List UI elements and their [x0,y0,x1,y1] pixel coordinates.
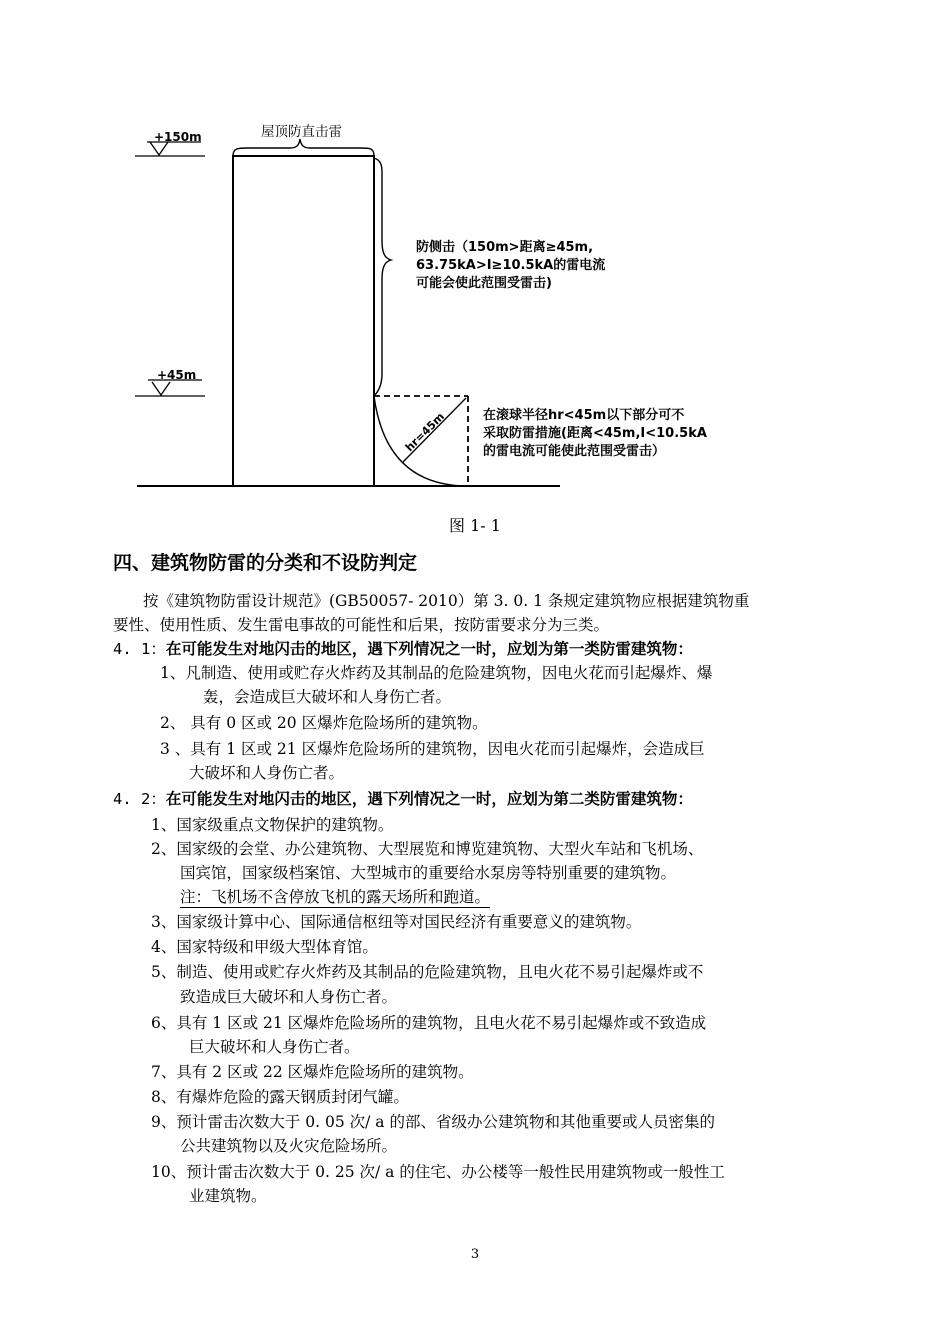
radius-label-group [403,410,447,454]
side-protection-label-3: 可能会使此范围受雷击) [416,276,552,291]
list-item: 1、国家级重点文物保护的建筑物。 [151,816,394,834]
list-item: 致造成巨大破坏和人身伤亡者。 [180,988,398,1006]
list-item: 3 、具有 1 区或 21 区爆炸危险场所的建筑物，因电火花而引起爆炸，会造成巨 [160,740,705,758]
list-item: 3、国家级计算中心、国际通信枢纽等对国民经济有重要意义的建筑物。 [151,913,642,931]
side-brace [374,158,391,396]
list-item: 公共建筑物以及火灾危险场所。 [180,1137,398,1155]
lower-zone-label-1: 在滚球半径hr<45m以下部分可不 [483,408,685,423]
lower-zone-label-2: 采取防雷措施(距离<45m,I<10.5kA [483,426,707,441]
clause-4-2-title: 在可能发生对地闪击的地区，遇下列情况之一时，应划为第二类防雷建筑物： [165,790,693,808]
figure-lightning-protection [0,0,950,545]
list-item: 4、国家特级和甲级大型体育馆。 [151,938,378,956]
side-protection-label-1: 防侧击（150m>距离≥45m, [416,240,594,255]
lower-zone-label-3: 的雷电流可能使此范围受雷击） [483,444,666,459]
intro-line-2: 要性、使用性质、发生雷电事故的可能性和后果，按防雷要求分为三类。 [113,616,610,634]
list-item: 巨大破坏和人身伤亡者。 [189,1038,360,1056]
roof-brace [233,139,374,156]
elevation-label-45: +45m [157,368,197,382]
clause-4-1-title: 在可能发生对地闪击的地区，遇下列情况之一时，应划为第一类防雷建筑物： [165,640,693,658]
list-item: 国宾馆，国家级档案馆、大型城市的重要给水泵房等特别重要的建筑物。 [180,864,677,882]
building-outline [233,156,374,486]
list-item: 7、具有 2 区或 22 区爆炸危险场所的建筑物。 [151,1063,474,1081]
list-item: 2、 具有 0 区或 20 区爆炸危险场所的建筑物。 [160,714,488,732]
intro-line-1: 按《建筑物防雷设计规范》(GB50057- 2010）第 3. 0. 1 条规定建筑物应根据建筑物重 [143,592,750,610]
figure-caption: 图 1- 1 [449,516,501,535]
list-item: 8、有爆炸危险的露天钢质封闭气罐。 [151,1088,409,1106]
clause-4-2-number: 4. 2： [113,790,166,808]
page-number: 3 [470,1247,480,1262]
list-item: 9、预计雷击次数大于 0. 05 次/ a 的部、省级办公建筑物和其他重要或人员密集的 [151,1113,715,1131]
airport-note: 注：飞机场不含停放飞机的露天场所和跑道。 [180,888,491,906]
list-item: 1、凡制造、使用或贮存火炸药及其制品的危险建筑物，因电火花而引起爆炸、爆 [160,664,713,682]
list-item: 6、具有 1 区或 21 区爆炸危险场所的建筑物，且电火花不易引起爆炸或不致造成 [151,1014,707,1032]
radius-label: hr=45m [402,410,447,455]
list-note [180,885,490,909]
clause-4-1-heading [113,637,693,661]
elevation-label-150: +150m [154,130,202,144]
list-item: 大破坏和人身伤亡者。 [189,764,345,782]
side-protection-label-2: 63.75kA>I≥10.5kA的雷电流 [416,258,606,273]
list-item: 2、国家级的会堂、办公建筑物、大型展览和博览建筑物、大型火车站和飞机场、 [151,840,704,858]
list-item: 5、制造、使用或贮存火炸药及其制品的危险建筑物，且电火花不易引起爆炸或不 [151,963,704,981]
list-item: 业建筑物。 [189,1187,267,1205]
clause-4-2-heading [113,787,693,811]
list-item: 轰，会造成巨大破坏和人身伤亡者。 [203,688,452,706]
roof-protection-label: 屋顶防直击雷 [261,124,342,140]
clause-4-1-number: 4. 1： [113,640,166,658]
section-heading: 四、建筑物防雷的分类和不设防判定 [113,552,418,574]
list-item: 10、预计雷击次数大于 0. 25 次/ a 的住宅、办公楼等一般性民用建筑物或一般性工 [151,1163,725,1181]
